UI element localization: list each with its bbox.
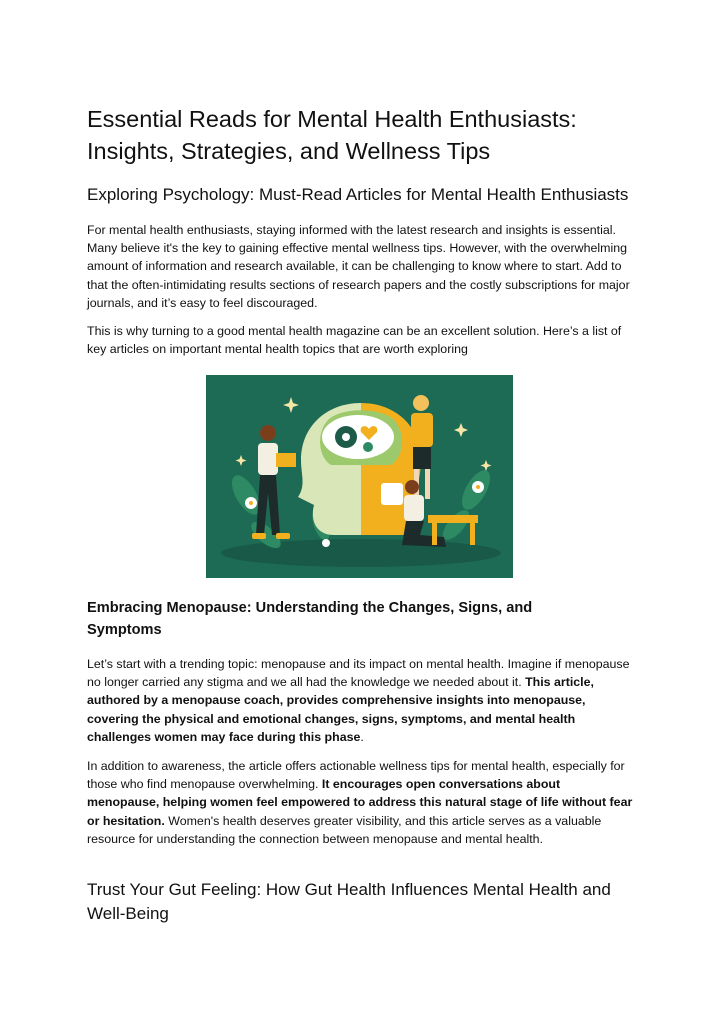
paragraph-menopause-awareness: In addition to awareness, the article offers actionable wellness tips for mental health, especially for those who find menopause overwhelming. It encourages open conversations about menopause, helping women feel empowered to address this natural stage of life without fear or hesitation. Women's health deserves greater visibility, and this article serves as a valuable resource for understanding the connection between menopause and mental health. — [87, 759, 633, 846]
section-heading-psychology: Exploring Psychology: Must-Read Articles for Mental Health Enthusiasts — [87, 185, 629, 204]
section-heading-gut-health: Trust Your Gut Feeling: How Gut Health Influences Mental Health and Well-Being — [87, 880, 611, 923]
paragraph-magazine: This is why turning to a good mental health magazine can be an excellent solution. Here’s a list of key articles on important mental health topics that are worth exploring — [87, 324, 622, 357]
section-heading-menopause: Embracing Menopause: Understanding the Changes, Signs, and Symptoms — [87, 600, 533, 638]
paragraph-menopause-intro: Let’s start with a trending topic: menopause and its impact on mental health. Imagine if menopause no longer carried any stigma and we all had the knowledge we needed about it. This article, authored by a menopause coach, provides comprehensive insights into menopause, covering the physical and emotional changes, signs, symptoms, and mental health challenges women may face during this phase. — [87, 657, 630, 744]
page-title: Essential Reads for Mental Health Enthusiasts: Insights, Strategies, and Wellness Tips — [87, 106, 577, 164]
mental-health-illustration — [206, 375, 513, 578]
paragraph-intro: For mental health enthusiasts, staying informed with the latest research and insights is essential. Many believe it's the key to gaining effective mental wellness tips. However, with the overwhelming amount of information and research available, it can be challenging to know where to start. Add to that the often-intimidating results sections of research papers and the costly subscriptions for major journals, and it’s easy to feel discouraged. — [87, 223, 630, 310]
illustration-graphic — [206, 375, 513, 578]
